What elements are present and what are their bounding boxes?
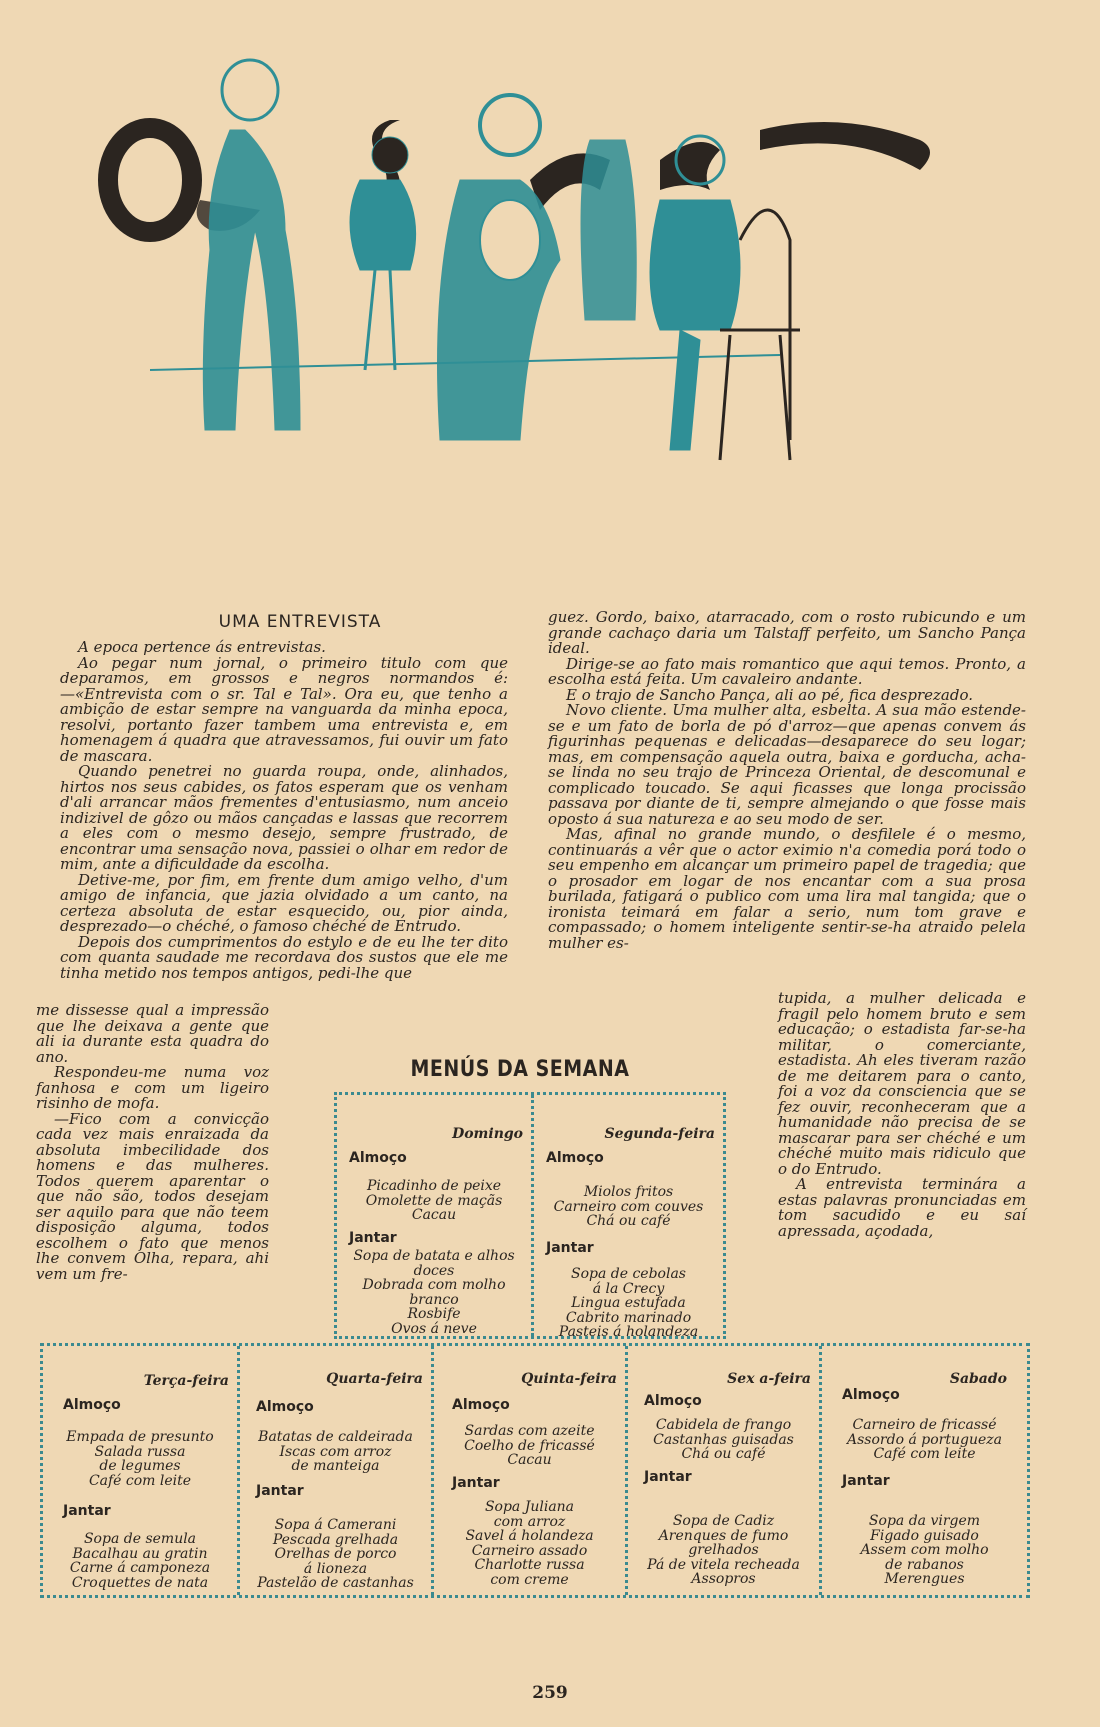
menu-lunch-dishes [341, 1179, 527, 1223]
dish: Arenques de fumo [658, 1527, 789, 1544]
paragraph: A entrevista terminára a estas palavras pronunciadas em tom sacudido e eu saí apressada, açodada, [778, 1175, 1026, 1240]
menu-dinner-label: Jantar [546, 1240, 594, 1256]
menu-day-name: Sex a-feira [727, 1371, 811, 1387]
paragraph: Respondeu-me numa voz fanhosa e com um ligeiro risinho de mofa. [36, 1063, 269, 1112]
menu-lunch-label: Almoço [63, 1397, 121, 1413]
dish: Pá de vitela recheada [647, 1556, 800, 1573]
menu-day-name: Sabado [949, 1371, 1007, 1387]
paragraph: Dirige-se ao fato mais romantico que aqui temos. Pronto, a escolha está feita. Um cavaleiro andante. [548, 654, 1026, 688]
dish: Sopa á Camerani [274, 1517, 397, 1533]
menu-box-weekend [334, 1092, 726, 1339]
dish: Orelhas de porco [274, 1546, 397, 1562]
dish: doces [413, 1262, 455, 1279]
menu-day-name: Segunda-feira [604, 1126, 715, 1142]
dish: Ovos á neve [391, 1320, 477, 1337]
menu-day-column [431, 1346, 625, 1595]
carnival-illustration [60, 40, 1040, 540]
dish: Sopa Juliana [484, 1499, 575, 1515]
menu-lunch-label: Almoço [546, 1150, 604, 1166]
menu-dinner-dishes [244, 1518, 427, 1591]
dish: á la Crecy [592, 1280, 665, 1297]
menu-dinner-dishes [826, 1514, 1023, 1587]
menu-dinner-dishes [47, 1532, 233, 1590]
paragraph: guez. Gordo, baixo, atarracado, com o rosto rubicundo e um grande cachaço daria um Talstaff perfeito, um Sancho Pança ideal. [548, 608, 1026, 657]
dish: Carne á camponeza [69, 1560, 211, 1576]
menu-dinner-label: Jantar [842, 1473, 890, 1489]
menu-lunch-dishes [47, 1430, 233, 1488]
figure-tall-woman [203, 60, 300, 430]
menu-day-column [625, 1346, 819, 1595]
dish: Cacau [507, 1452, 552, 1468]
dish: Picadinho de peixe [366, 1178, 502, 1194]
dish: Sopa de batata e alhos [353, 1248, 515, 1264]
menu-day-column [531, 1095, 723, 1340]
article-column-right [548, 610, 1026, 951]
dish: Salada russa [94, 1443, 186, 1460]
dish: Cabrito marinado [565, 1309, 692, 1326]
menu-day-name: Terça-feira [143, 1373, 229, 1389]
article-column-left-narrow [36, 1003, 269, 1282]
dish: Coelho de fricassé [464, 1437, 595, 1454]
paragraph: —Fico com a convicção cada vez mais enraizada da absoluta imbecilidade dos homens e das mulheres. Todos querem aparentar o que não são, todos desejam ser aquilo para que não teem disposição alguma, todos escolhem o fato que menos lhe convem Olha, repara, ahi vem um fre- [36, 1109, 269, 1283]
dish: Castanhas guisadas [653, 1431, 794, 1448]
dish: Carneiro com couves [553, 1198, 704, 1215]
menu-day-column [819, 1346, 1027, 1595]
menu-dinner-dishes [538, 1267, 719, 1340]
dish: Pastelão de castanhas [257, 1575, 414, 1591]
dish: de manteiga [291, 1458, 380, 1474]
dish: Lingua estufada [571, 1295, 686, 1311]
menu-dinner-label: Jantar [349, 1230, 397, 1246]
article-column-left [60, 640, 508, 981]
menu-lunch-label: Almoço [256, 1399, 314, 1415]
dish: Miolos fritos [583, 1184, 674, 1200]
dish: Savel á holandeza [465, 1528, 594, 1544]
figure-long-hair-woman [581, 140, 636, 320]
menu-box-weekdays [40, 1343, 1030, 1598]
dish: á lioneza [303, 1560, 368, 1577]
dish: Carneiro de fricassé [852, 1417, 997, 1433]
dish: Café com leite [88, 1472, 192, 1489]
dish: Assem com molho [860, 1542, 989, 1558]
dish: com arroz [493, 1513, 566, 1530]
dish: Pasteis á holandeza [558, 1324, 699, 1340]
menu-lunch-dishes [244, 1430, 427, 1474]
dish: Sopa da virgem [868, 1513, 981, 1529]
dish: de legumes [99, 1458, 181, 1474]
dish: Omolette de maçãs [365, 1192, 503, 1209]
dish: Dobrada com molho [362, 1277, 506, 1293]
paragraph: A epoca pertence ás entrevistas. [78, 638, 326, 656]
dish: Cabidela de frango [655, 1417, 792, 1433]
dish: Assordo á portugueza [847, 1431, 1002, 1448]
dish: Croquettes de nata [71, 1574, 209, 1591]
dish: Sopa de Cadiz [672, 1513, 775, 1529]
dish: grelhados [688, 1542, 759, 1558]
dish: Rosbife [407, 1306, 461, 1322]
dish: Batatas de caldeirada [258, 1429, 413, 1445]
menu-dinner-dishes [438, 1500, 621, 1587]
figure-small-child [350, 137, 416, 370]
menu-dinner-dishes [341, 1249, 527, 1336]
dish: Pescada grelhada [272, 1531, 399, 1548]
dish: Sopa de semula [83, 1531, 197, 1547]
dish: Sopa de cebolas [570, 1266, 686, 1282]
menu-day-name: Domingo [452, 1126, 523, 1142]
menu-lunch-label: Almoço [644, 1393, 702, 1409]
dish: Cacau [411, 1207, 457, 1223]
paragraph: Novo cliente. Uma mulher alta, esbelta. A sua mão estende-se e um fato de borla de pó d'arroz—que apenas convem ás figurinhas pequenas e delicadas—desaparece do seu logar; mas, em compensação aquela outra, baixa e gorducha, acha-se linda no seu trajo de Princeza Oriental, de descomunal e complicado toucado. Se aqui ficasses que longa procissão passava por diante de ti, sempre almejando o que fosse mais oposto á sua natureza e ao seu modo de ser. [548, 701, 1026, 828]
paragraph: Detive-me, por fim, em frente dum amigo velho, d'um amigo de infancia, que jazia olvidado a um canto, na certeza absoluta de estar esquecido, ou, pior ainda, desprezado—o chéché, o famoso chéché de Entrudo. [60, 870, 508, 935]
dish: Sardas com azeite [464, 1423, 595, 1439]
menus-title: MENÚS DA SEMANA [410, 1056, 630, 1082]
menu-dinner-label: Jantar [452, 1475, 500, 1491]
menu-lunch-dishes [826, 1418, 1023, 1462]
article-column-right-narrow [778, 991, 1026, 1239]
menu-day-column [337, 1095, 531, 1336]
menu-lunch-dishes [632, 1418, 815, 1462]
dish: branco [409, 1291, 459, 1308]
dish: Assopros [691, 1571, 756, 1587]
menu-day-column [237, 1346, 431, 1595]
paragraph: E o trajo de Sancho Pança, ali ao pé, fica desprezado. [566, 685, 973, 704]
menu-lunch-label: Almoço [452, 1397, 510, 1413]
menu-lunch-dishes [438, 1424, 621, 1468]
menu-lunch-label: Almoço [842, 1387, 900, 1403]
menu-dinner-label: Jantar [63, 1503, 111, 1519]
page-number: 259 [532, 1683, 568, 1703]
dish: Empada de presunto [66, 1429, 214, 1445]
menu-lunch-label: Almoço [349, 1150, 407, 1166]
paragraph: me dissesse qual a impressão que lhe deixava a gente que ali ia durante esta quadra do ano. [36, 1001, 269, 1066]
menu-dinner-label: Jantar [644, 1469, 692, 1485]
paragraph: Quando penetrei no guarda roupa, onde, alinhados, hirtos nos seus cabides, os fatos esperam que os venham d'ali arrancar mãos frementes d'entusiasmo, num anceio indizivel de gôzo ou mãos cançadas e lassas que recorrem a eles com o mesmo desejo, sempre frustrado, de encontrar uma sensação nova, passiei o olhar em redor de mim, ante a dificuldade da escolha. [60, 762, 508, 873]
paragraph: tupida, a mulher delicada e fragil pelo homem bruto e sem educação; o estadista far-se-ha militar, o comerciante, estadista. Ah eles tiveram razão de me deitarem para o canto, foi a voz da consciencia que se fez ouvir, reconheceram que a humanidade não precisa de se mascarar para ser chéché e um chéché muito mais ridiculo que o do Entrudo. [778, 989, 1026, 1178]
dish: Bacalhau au gratin [72, 1545, 208, 1562]
dish: com creme [490, 1571, 569, 1588]
paragraph: Ao pegar num jornal, o primeiro titulo com que deparamos, em grossos e negros normandos é:—«Entrevista com o sr. Tal e Tal». Ora eu, que tenho a ambição de estar sempre na vanguarda da minha epoca, resolvi, portanto fazer tambem uma entrevista e, em homenagem á quadra que atravessamos, fui ouvir um fato de mascara. [60, 653, 508, 765]
paragraph: Depois dos cumprimentos do estylo e de eu lhe ter dito com quanta saudade me recordava dos sustos que ele me tinha metido nos tempos antigos, pedi-lhe que [60, 932, 508, 982]
dish: Chá ou café [681, 1446, 766, 1462]
dish: Café com leite [873, 1446, 976, 1462]
menu-lunch-dishes [538, 1185, 719, 1229]
figure-seated-nurse [438, 95, 561, 440]
dish: Iscas com arroz [279, 1443, 392, 1460]
dish: Figado guisado [870, 1527, 979, 1544]
paragraph: Mas, afinal no grande mundo, o desfilele é o mesmo, continuarás a vêr que o actor eximio n'a comedia porá todo o seu empenho em alcançar um primeiro papel de tragedia; que o prosador em logar de nos encantar com a sua prosa burilada, fatigará o publico com uma lira mal tangida; que o ironista teimará em falar a serio, num tom grave e compassado; o homem inteligente sentir-se-ha atraido pelela mulher es- [548, 825, 1026, 952]
menu-dinner-label: Jantar [256, 1483, 304, 1499]
dish: Chá ou café [586, 1213, 671, 1229]
menu-day-name: Quinta-feira [521, 1371, 617, 1387]
article-title: UMA ENTREVISTA [218, 612, 382, 632]
menu-day-name: Quarta-feira [326, 1371, 423, 1387]
dish: Charlotte russa [474, 1557, 585, 1573]
dish: de rabanos [885, 1556, 964, 1573]
menu-day-column [43, 1346, 237, 1595]
dish: Merengues [884, 1571, 965, 1587]
menu-dinner-dishes [632, 1514, 815, 1587]
dish: Carneiro assado [471, 1542, 588, 1559]
